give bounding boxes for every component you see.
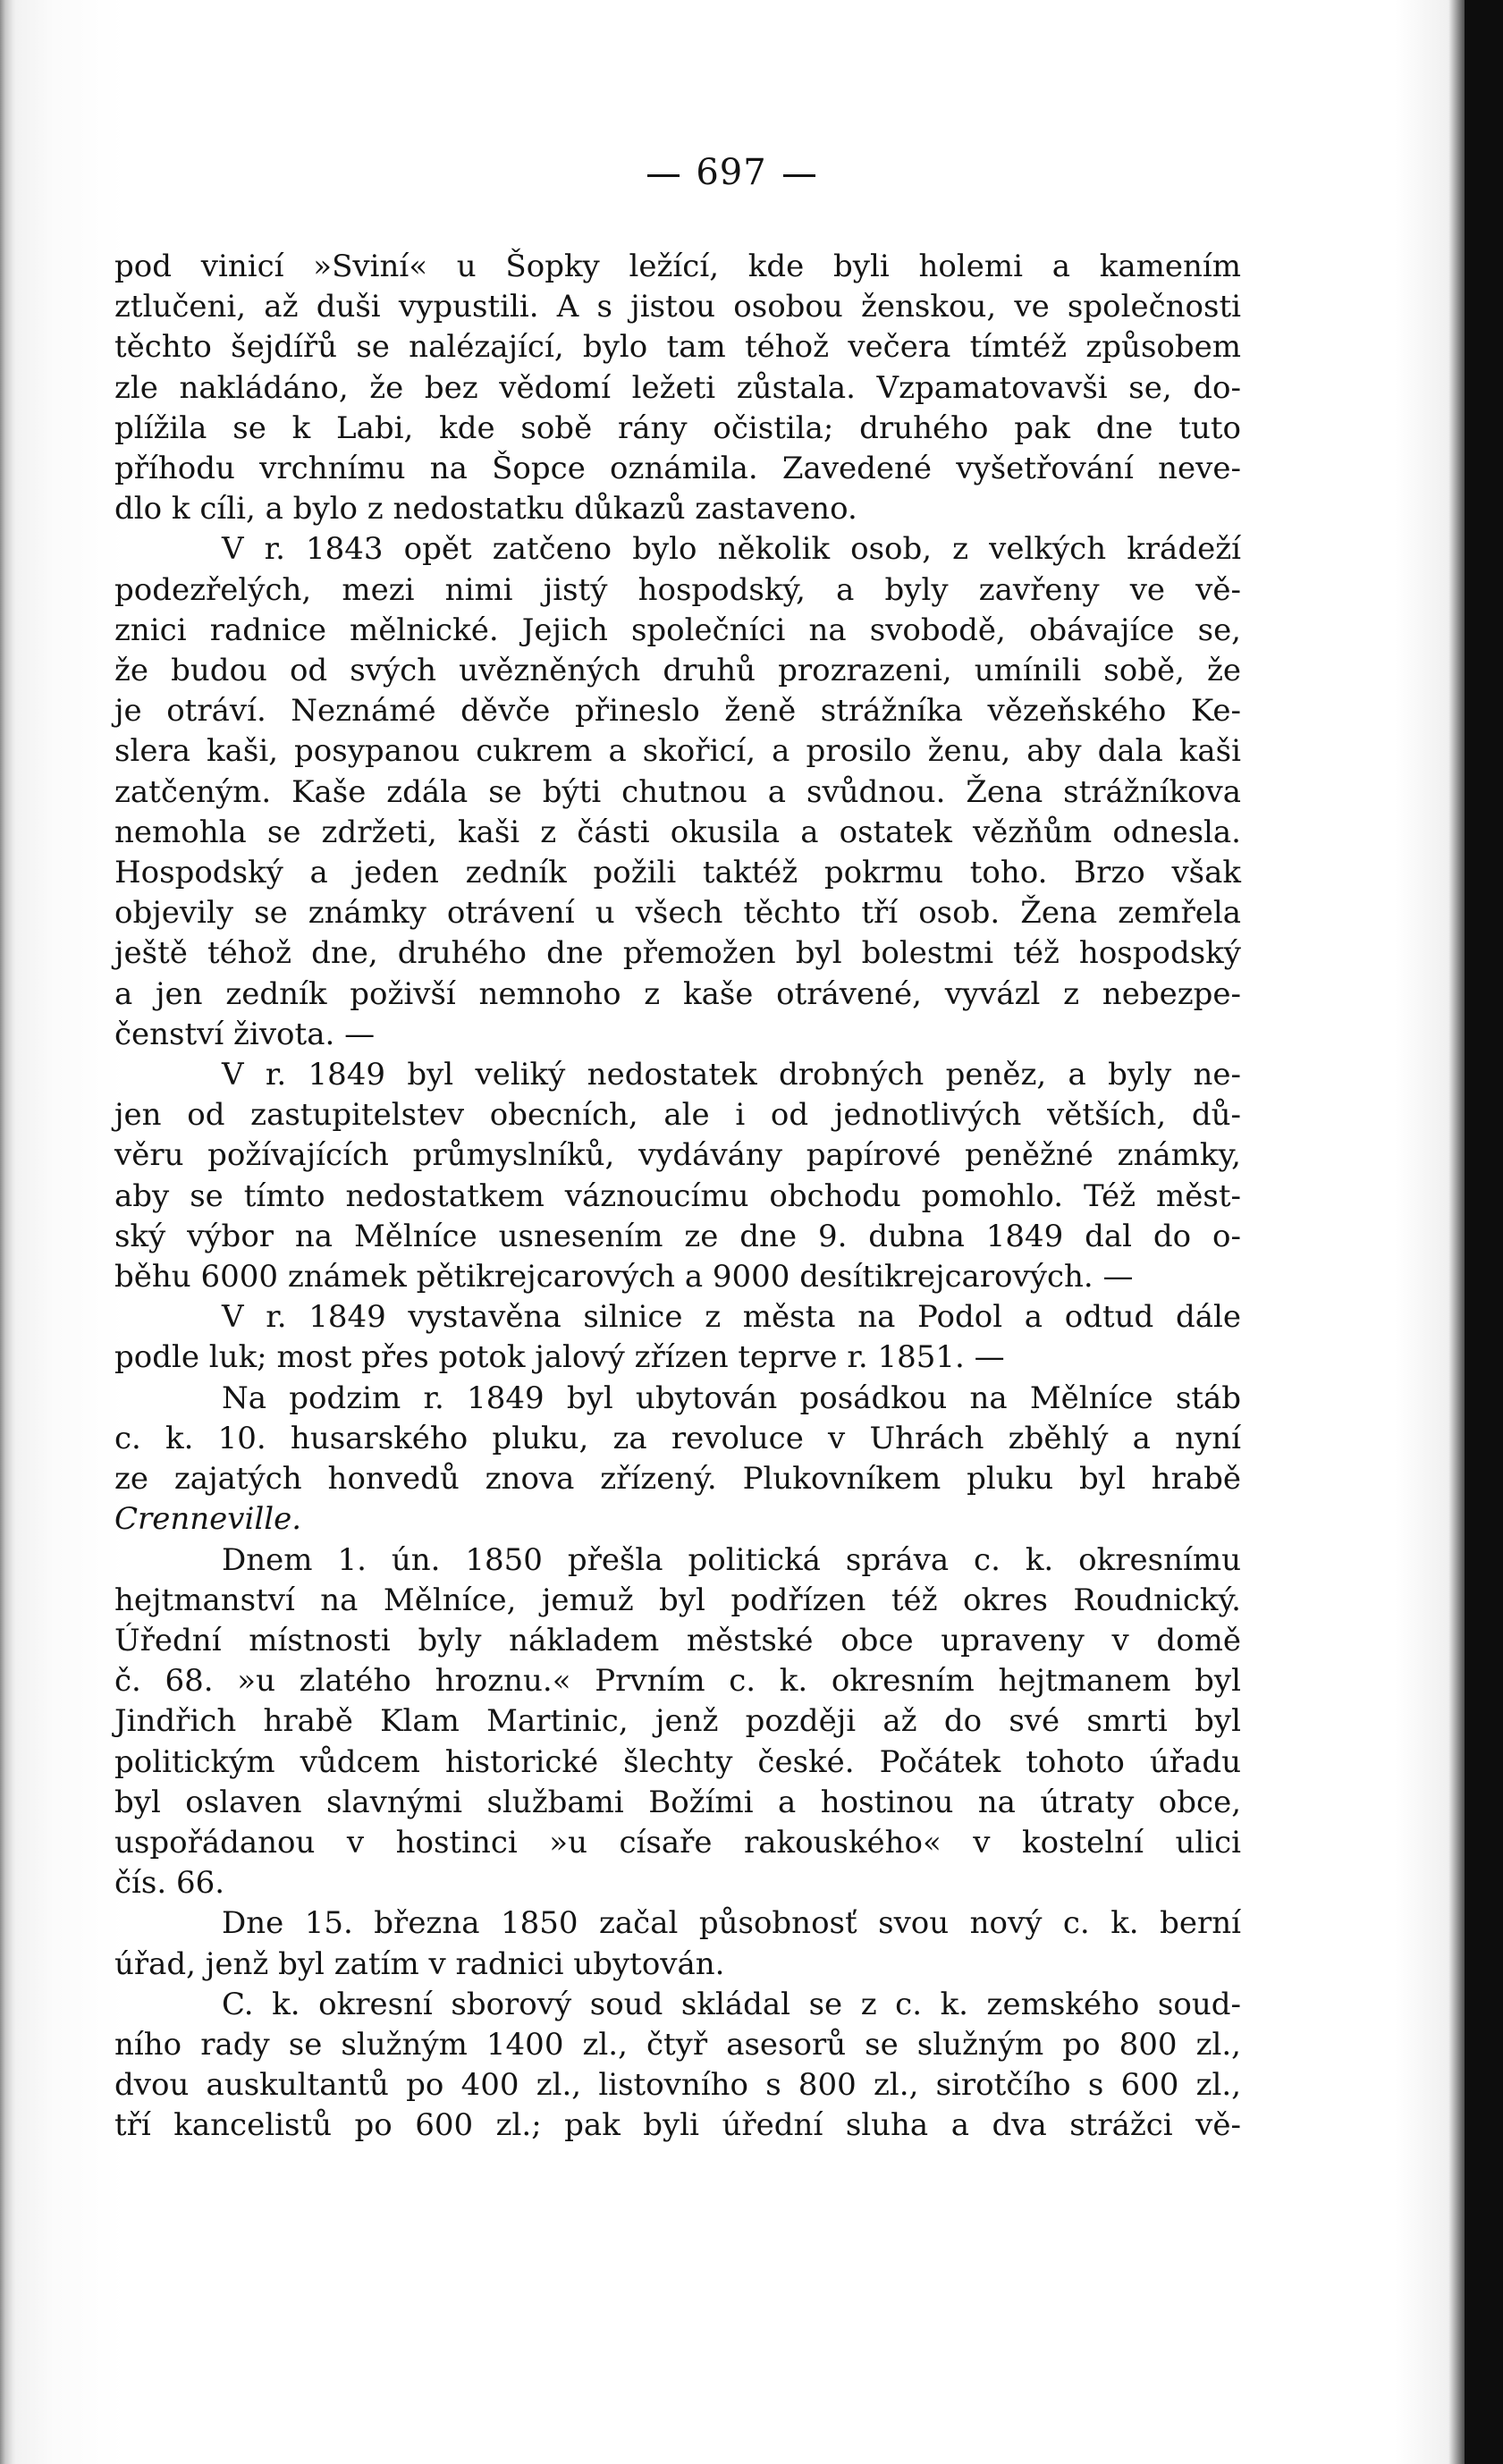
text-line: Jindřich hrabě Klam Martinic, jenž později až do své smrti byl [114, 1703, 1241, 1740]
text-line-italic-name: Crenneville. [114, 1501, 302, 1538]
page-number-dash-right [783, 174, 815, 177]
text-line: c. k. 10. husarského pluku, za revoluce v Uhrách zběhlý a nyní [114, 1420, 1241, 1456]
text-line: příhodu vrchnímu na Šopce oznámila. Zavedené vyšetřování neve- [114, 451, 1241, 487]
text-line: uspořádanou v hostinci »u císaře rakouského« v kostelní ulici [114, 1824, 1241, 1861]
text-line: úřad, jenž byl zatím v radnici ubytován. [114, 1945, 725, 1982]
page-number-dash-left [647, 174, 680, 177]
text-line: dlo k cíli, a bylo z nedostatku důkazů zastaveno. [114, 491, 857, 527]
text-line: aby se tímto nedostatkem váznoucímu obchodu pomohlo. Též měst- [114, 1177, 1241, 1214]
document-page [114, 152, 1241, 2147]
text-line: č. 68. »u zlatého hroznu.« Prvním c. k. okresním hejtmanem byl [114, 1663, 1241, 1700]
text-line: znici radnice mělnické. Jejich společníci na svobodě, obávajíce se, [114, 612, 1241, 648]
text-line: objevily se známky otrávení u všech těchto tří osob. Žena zemřela [114, 895, 1241, 932]
text-line: je otráví. Neznámé děvče přineslo ženě strážníka vězeňského Ke- [114, 693, 1241, 730]
text-line: nemohla se zdržeti, kaši z části okusila a ostatek vězňům odnesla. [114, 814, 1241, 850]
text-line: V r. 1849 byl veliký nedostatek drobných peněz, a byly ne- [222, 1057, 1241, 1093]
text-line: zle nakládáno, že bez vědomí ležeti zůstala. Vzpamatovavši se, do- [114, 369, 1241, 406]
text-line: čís. 66. [114, 1865, 225, 1902]
text-line: hejtmanství na Mělníce, jemuž byl podřízen též okres Roudnický. [114, 1582, 1241, 1618]
text-line: že budou od svých uvězněných druhů prozrazeni, umínili sobě, že [114, 653, 1241, 689]
text-line: čenství života. — [114, 1016, 376, 1052]
text-line: plížila se k Labi, kde sobě rány očistila; druhého pak dne tuto [114, 409, 1241, 446]
text-line: ztlučeni, až duši vypustili. A s jistou osobou ženskou, ve společnosti [114, 289, 1241, 325]
text-line: Dnem 1. ún. 1850 přešla politická správa c. k. okresnímu [222, 1541, 1241, 1578]
text-line: a jen zedník poživší nemnoho z kaše otrávené, vyvázl z nebezpe- [114, 975, 1241, 1012]
text-line: C. k. okresní sborový soud skládal se z c. k. zemského soud- [222, 1986, 1241, 2022]
text-line: V r. 1843 opět zatčeno bylo několik osob, z velkých krádeží [222, 531, 1241, 568]
page-gutter-shadow [0, 0, 13, 2464]
text-line: věru požívajících průmyslníků, vydávány papírové peněžné známky, [114, 1137, 1241, 1174]
page-number: 697 [696, 152, 767, 193]
text-line: ze zajatých honvedů znova zřízený. Plukovníkem pluku byl hrabě [114, 1461, 1241, 1498]
text-line: podezřelých, mezi nimi jistý hospodský, a byly zavřeny ve vě- [114, 571, 1241, 608]
text-line: tří kancelistů po 600 zl.; pak byli úřední sluha a dva strážci vě- [114, 2107, 1241, 2144]
text-line: Na podzim r. 1849 byl ubytován posádkou na Mělníce stáb [222, 1380, 1241, 1416]
text-line: Hospodský a jeden zedník požili taktéž pokrmu toho. Brzo však [114, 855, 1241, 891]
text-line: politickým vůdcem historické šlechty české. Počátek tohoto úřadu [114, 1743, 1241, 1780]
text-line: ský výbor na Mělníce usnesením ze dne 9. dubna 1849 dal do o- [114, 1218, 1241, 1254]
text-line: pod vinicí »Sviní« u Šopky ležící, kde byli holemi a kamením [114, 249, 1241, 284]
text-line: jen od zastupitelstev obecních, ale i od jednotlivých větších, dů- [114, 1097, 1241, 1134]
text-line: V r. 1849 vystavěna silnice z města na Podol a odtud dále [222, 1299, 1241, 1336]
body-text [114, 247, 1241, 2147]
text-line: ního rady se služným 1400 zl., čtyř asesorů se služným po 800 zl., [114, 2026, 1241, 2063]
text-line: podle luk; most přes potok jalový zřízen teprve r. 1851. — [114, 1339, 1005, 1376]
text-line: Úřední místnosti byly nákladem městské obce upraveny v domě [114, 1622, 1241, 1658]
text-line: ještě téhož dne, druhého dne přemožen byl bolestmi též hospodský [114, 935, 1241, 972]
page-number-header [222, 152, 1241, 193]
scan-dark-edge [1465, 0, 1503, 2464]
text-line: běhu 6000 známek pětikrejcarových a 9000 desítikrejcarových. — [114, 1259, 1134, 1295]
text-line: slera kaši, posypanou cukrem a skořicí, a prosilo ženu, aby dala kaši [114, 733, 1241, 770]
text-line: zatčeným. Kaše zdála se býti chutnou a svůdnou. Žena strážníkova [114, 773, 1241, 810]
text-line: byl oslaven slavnými službami Božími a hostinou na útraty obce, [114, 1784, 1241, 1820]
text-line: dvou auskultantů po 400 zl., listovního s 800 zl., sirotčího s 600 zl., [114, 2067, 1241, 2104]
text-line: těchto šejdířů se nalézající, bylo tam téhož večera tímtéž způsobem [114, 329, 1241, 366]
text-line: Dne 15. března 1850 začal působnosť svou nový c. k. berní [222, 1905, 1241, 1942]
